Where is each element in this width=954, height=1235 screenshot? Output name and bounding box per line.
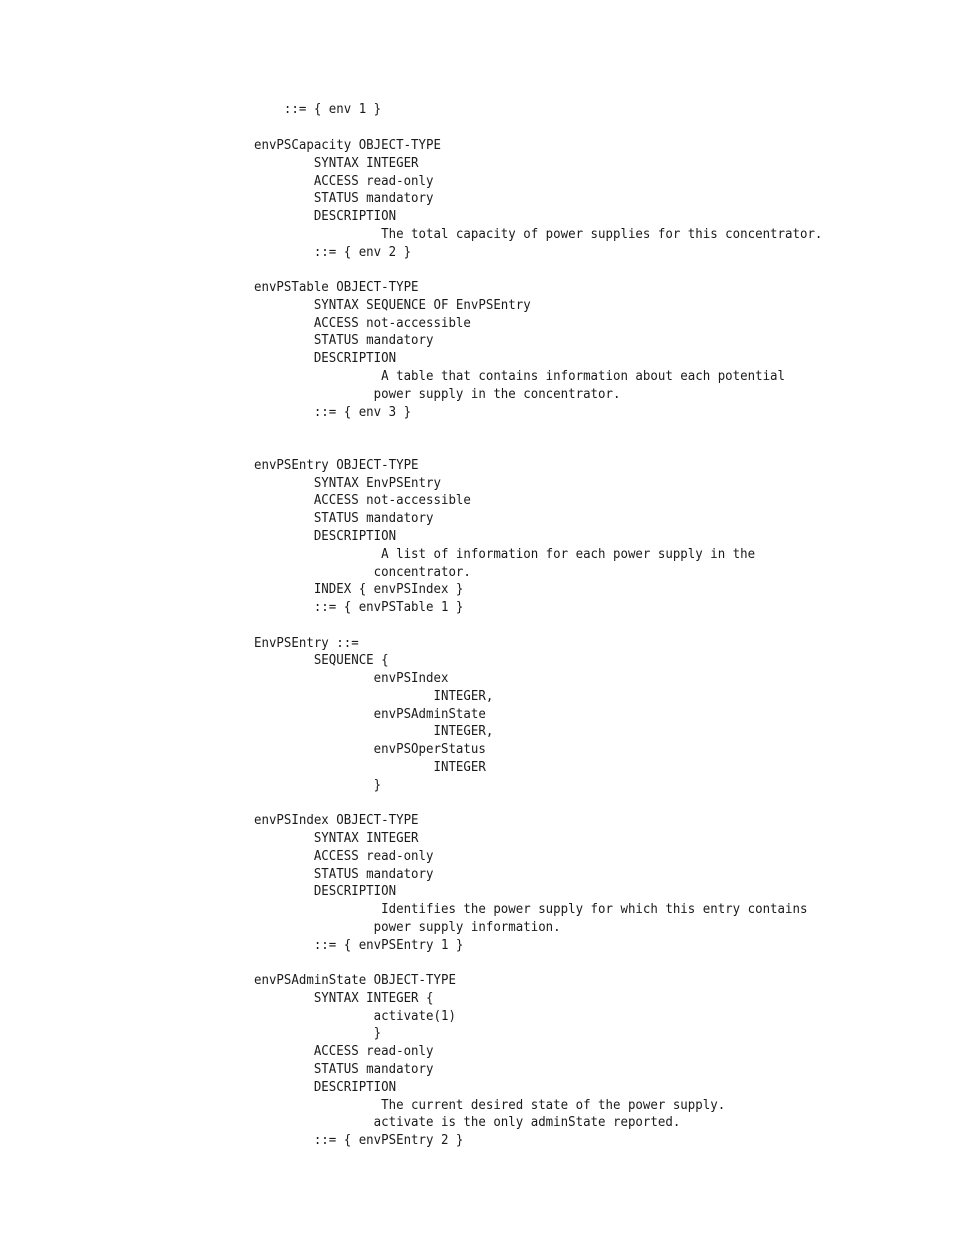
code-line: DESCRIPTION [254, 1080, 397, 1095]
code-line: DESCRIPTION [254, 209, 397, 224]
code-line: STATUS mandatory [254, 511, 434, 526]
code-line: ACCESS read-only [254, 849, 434, 864]
code-line: envPSIndex OBJECT-TYPE [254, 813, 419, 828]
code-line: A list of information for each power supply in the [254, 547, 756, 562]
code-line: INTEGER [254, 760, 486, 775]
code-line: SEQUENCE { [254, 653, 389, 668]
code-line: concentrator. [254, 565, 471, 580]
code-line: ::= { envPSTable 1 } [254, 600, 464, 615]
code-line: The total capacity of power supplies for this concentrator. [254, 227, 823, 242]
code-line: ::= { envPSEntry 2 } [254, 1133, 464, 1148]
code-line: } [254, 1026, 382, 1041]
code-line: ::= { env 3 } [254, 405, 412, 420]
code-line: The current desired state of the power supply. [254, 1098, 726, 1113]
code-line: envPSTable OBJECT-TYPE [254, 280, 419, 295]
code-line: ::= { env 2 } [254, 245, 412, 260]
code-line: envPSCapacity OBJECT-TYPE [254, 138, 441, 153]
code-line: DESCRIPTION [254, 351, 397, 366]
code-line: envPSAdminState OBJECT-TYPE [254, 973, 456, 988]
code-line: INDEX { envPSIndex } [254, 582, 464, 597]
code-line: envPSIndex [254, 671, 449, 686]
code-line: A table that contains information about each potential [254, 369, 786, 384]
code-line: ::= { env 1 } [254, 102, 382, 117]
code-line: SYNTAX SEQUENCE OF EnvPSEntry [254, 298, 531, 313]
code-line: ACCESS not-accessible [254, 316, 471, 331]
code-line: DESCRIPTION [254, 884, 397, 899]
code-line: STATUS mandatory [254, 1062, 434, 1077]
code-line: power supply in the concentrator. [254, 387, 621, 402]
code-line: EnvPSEntry ::= [254, 636, 359, 651]
code-line: SYNTAX INTEGER [254, 831, 419, 846]
code-line: } [254, 778, 382, 793]
code-line: STATUS mandatory [254, 333, 434, 348]
code-line: DESCRIPTION [254, 529, 397, 544]
code-line: STATUS mandatory [254, 867, 434, 882]
code-line: ACCESS not-accessible [254, 493, 471, 508]
code-line: ACCESS read-only [254, 174, 434, 189]
code-line: SYNTAX INTEGER { [254, 991, 434, 1006]
code-line: Identifies the power supply for which this entry contains [254, 902, 808, 917]
code-line: ::= { envPSEntry 1 } [254, 938, 464, 953]
code-line: envPSAdminState [254, 707, 486, 722]
code-line: activate is the only adminState reported. [254, 1115, 681, 1130]
code-line: SYNTAX INTEGER [254, 156, 419, 171]
code-line: envPSEntry OBJECT-TYPE [254, 458, 419, 473]
code-line: INTEGER, [254, 724, 494, 739]
code-line: envPSOperStatus [254, 742, 486, 757]
code-line: activate(1) [254, 1009, 456, 1024]
code-line: power supply information. [254, 920, 561, 935]
code-line: ACCESS read-only [254, 1044, 434, 1059]
code-line: STATUS mandatory [254, 191, 434, 206]
code-line: INTEGER, [254, 689, 494, 704]
code-line: SYNTAX EnvPSEntry [254, 476, 441, 491]
